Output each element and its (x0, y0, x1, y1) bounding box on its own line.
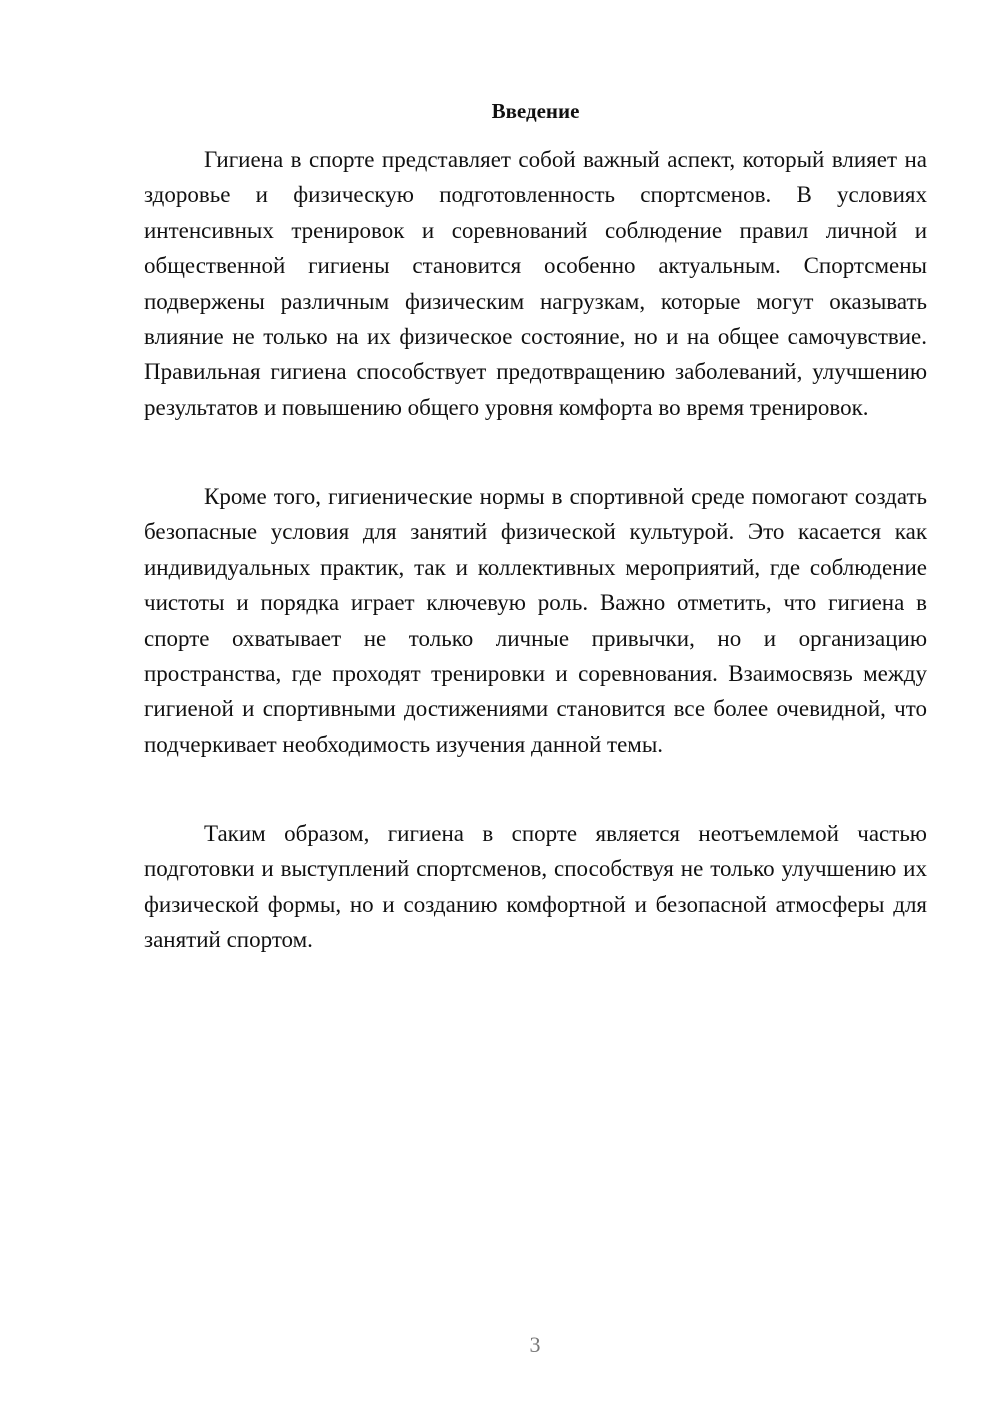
paragraph-1: Гигиена в спорте представляет собой важный аспект, который влияет на здоровье и физическую подготовленность спортсменов. В условиях интенсивных тренировок и соревнований соблюдение правил личной и общественной гигиены становится особенно актуальным. Спортсмены подвержены различным физическим нагрузкам, которые могут оказывать влияние не только на их физическое состояние, но и на общее самочувствие. Правильная гигиена способствует предотвращению заболеваний, улучшению результатов и повышению общего уровня комфорта во время тренировок. (144, 147, 927, 420)
page-title: Введение (491, 99, 580, 123)
page-number: 3 (529, 1332, 541, 1357)
paragraph-3: Таким образом, гигиена в спорте является неотъемлемой частью подготовки и выступлений спортсменов, способствуя не только улучшению их физической формы, но и созданию комфортной и безопасной атмосферы для занятий спортом. (144, 821, 927, 953)
paragraph-2: Кроме того, гигиенические нормы в спортивной среде помогают создать безопасные условия для занятий физической культурой. Это касается как индивидуальных практик, так и коллективных мероприятий, где соблюдение чистоты и порядка играет ключевую роль. Важно отметить, что гигиена в спорте охватывает не только личные привычки, но и организацию пространства, где проходят тренировки и соревнования. Взаимосвязь между гигиеной и спортивными достижениями становится все более очевидной, что подчеркивает необходимость изучения данной темы. (144, 484, 927, 757)
